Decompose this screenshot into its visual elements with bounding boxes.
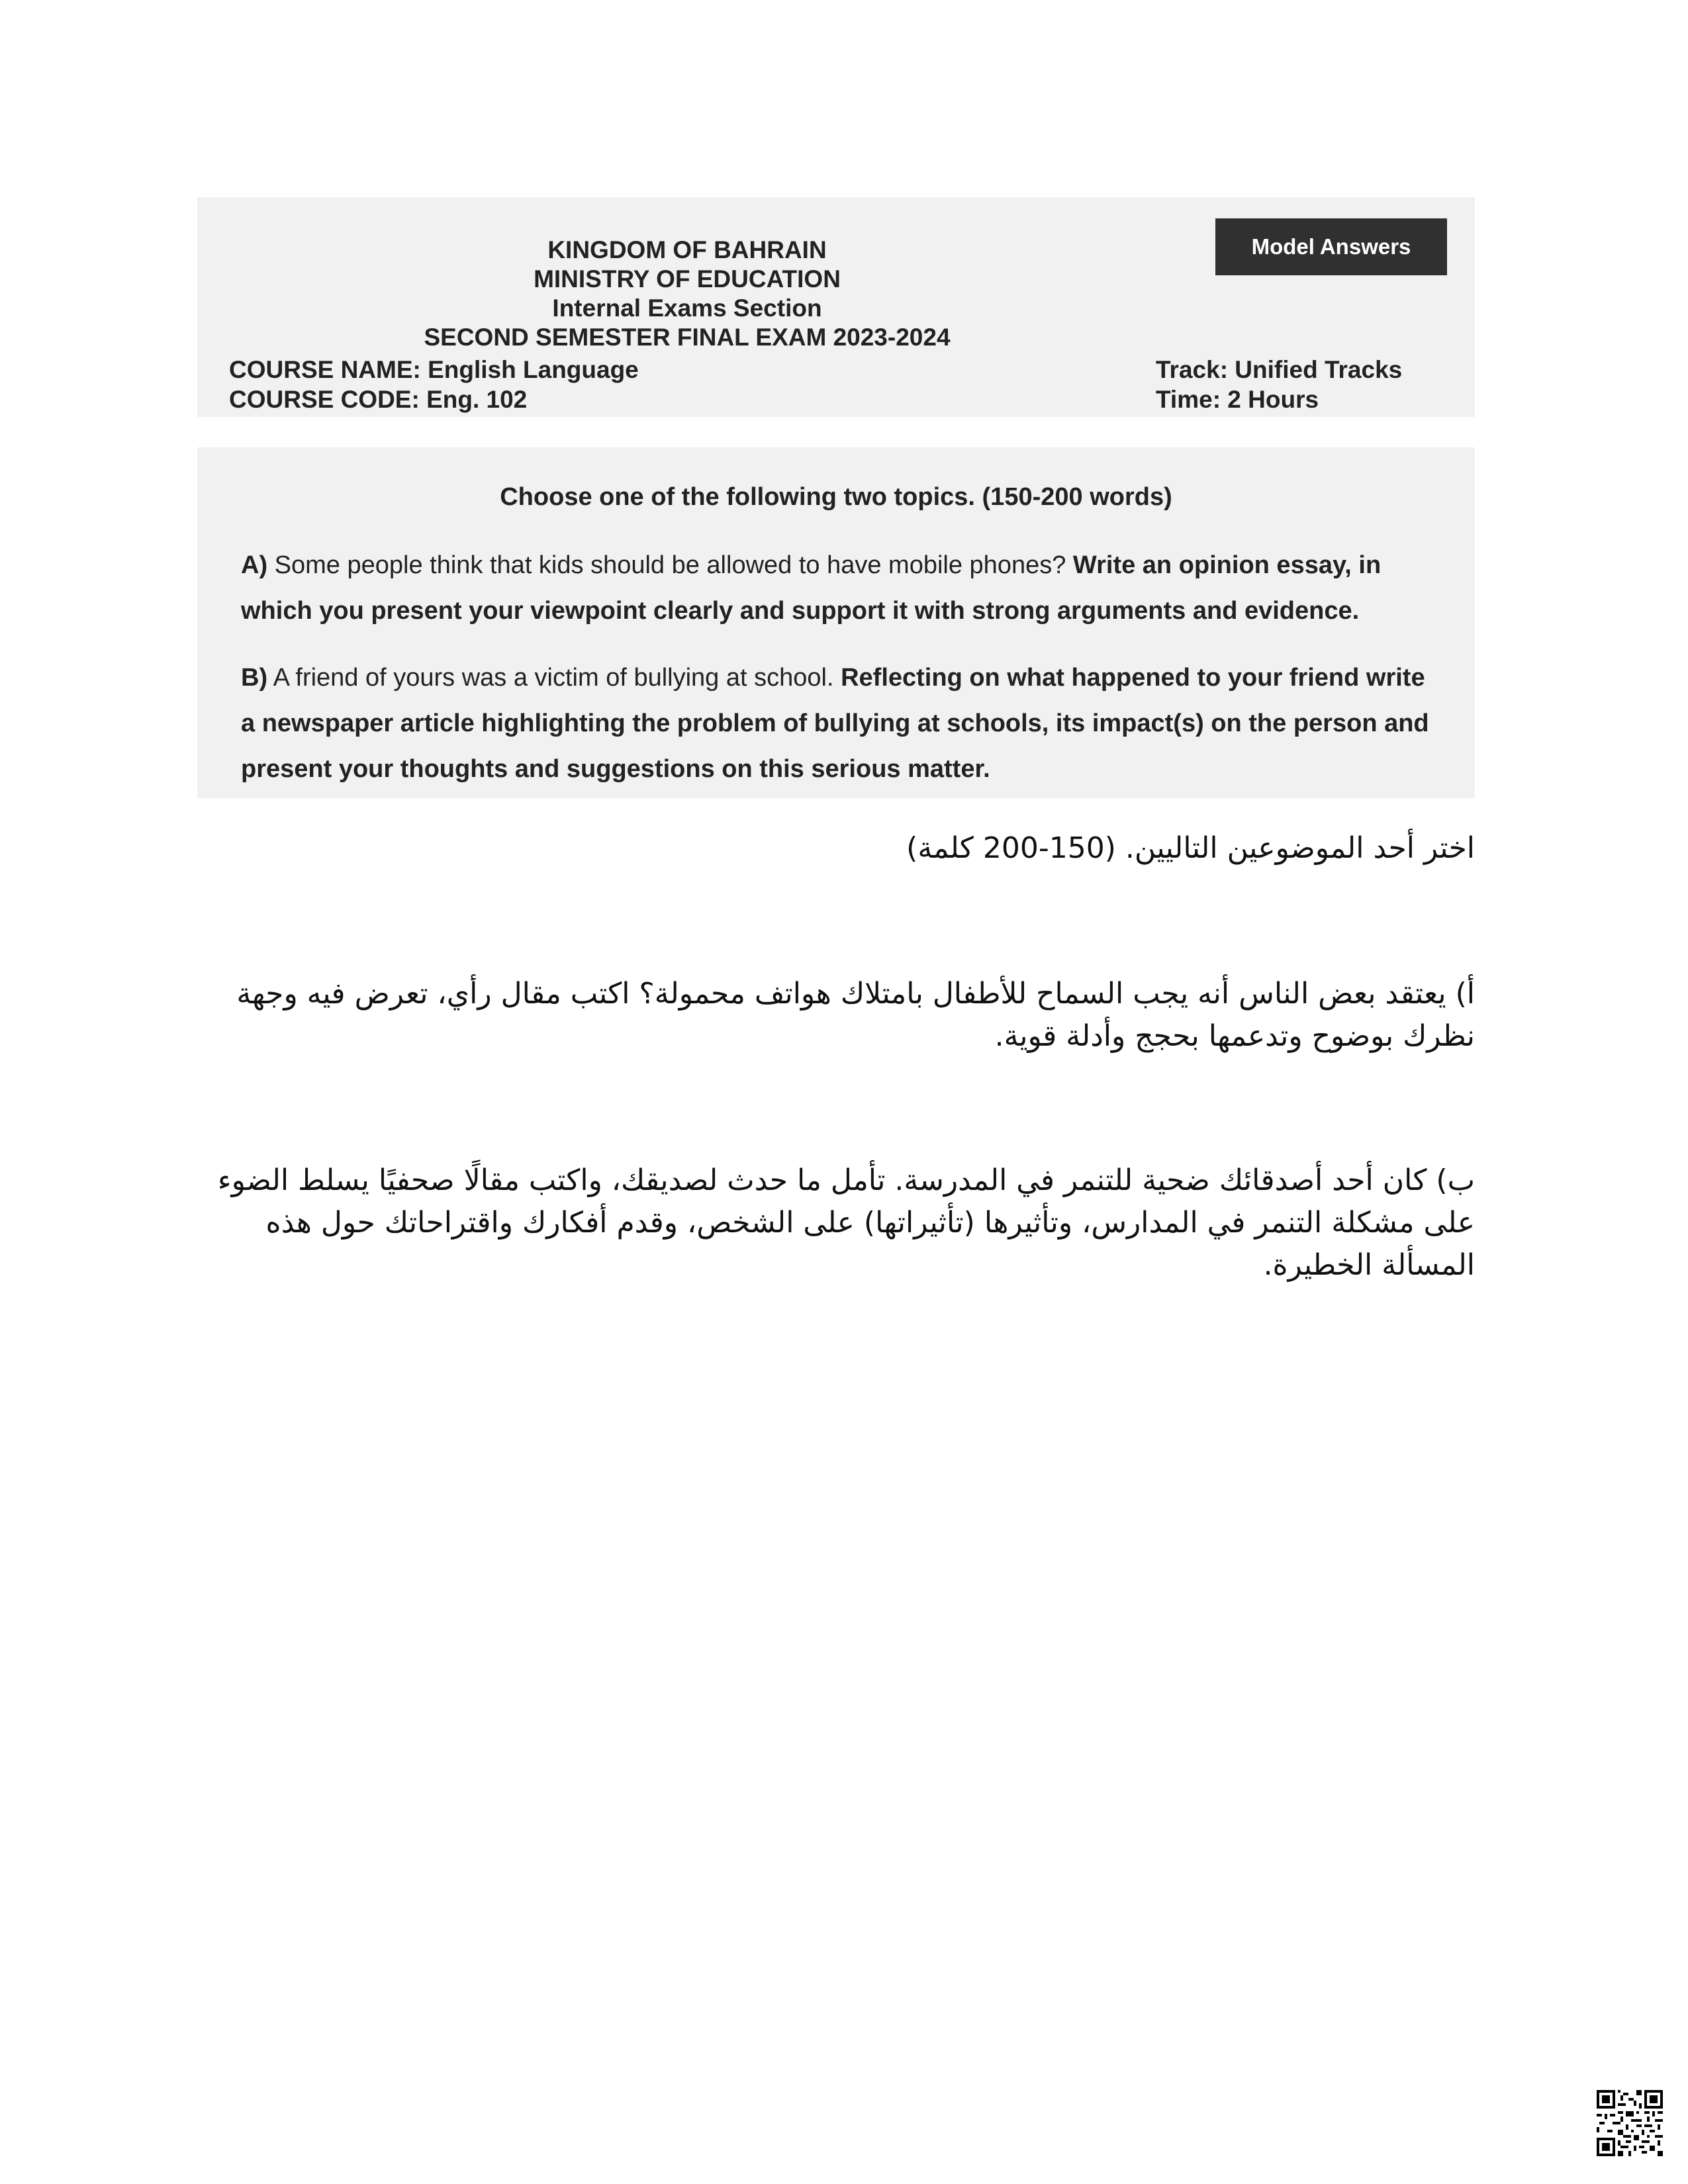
topic-b [241, 655, 1439, 792]
topics-section [197, 447, 1475, 798]
topic-b-task: Reflecting on what happened to your friend write a newspaper article highlighting the problem of bullying at schools, its impact(s) on the person and present your thoughts and suggestions on this serious matter. [241, 664, 1429, 783]
exam-header [197, 197, 1475, 417]
course-name: COURSE NAME: English Language [229, 356, 639, 383]
model-answers-badge: Model Answers [1215, 218, 1447, 275]
topics-instruction: Choose one of the following two topics. (150-200 words) [500, 483, 1172, 511]
track-info [1156, 355, 1402, 414]
track: Track: Unified Tracks [1156, 356, 1403, 383]
exam-title: SECOND SEMESTER FINAL EXAM 2023-2024 [424, 324, 951, 351]
header-titles [197, 236, 1177, 352]
ministry-title: MINISTRY OF EDUCATION [534, 265, 841, 293]
topic-a-text: Some people think that kids should be allowed to have mobile phones? [274, 551, 1066, 579]
topic-a [241, 543, 1439, 634]
topic-b-label: B) [241, 664, 268, 692]
topic-b-text: A friend of yours was a victim of bullying at school. [273, 664, 834, 692]
arabic-topic-b: ب) كان أحد أصدقائك ضحية للتنمر في المدرسة. تأمل ما حدث لصديقك، واكتب مقالًا صحفيًا يسلط الضوء على مشكلة التنمر في المدارس، وتأثيرها (تأثيراتها) على الشخص، وقدم أفكارك واقتراحاتك حول هذه المسألة الخطيرة. [217, 1163, 1475, 1282]
arabic-instruction: اختر أحد الموضوعين التاليين. (150-200 كلمة) [906, 831, 1475, 865]
exam-time: Time: 2 Hours [1156, 386, 1319, 413]
course-info [229, 355, 639, 414]
arabic-topic-a: أ) يعتقد بعض الناس أنه يجب السماح للأطفال بامتلاك هواتف محمولة؟ اكتب مقال رأي، تعرض فيه وجهة نظرك بوضوح وتدعمها بحجج وأدلة قوية. [236, 977, 1475, 1053]
topic-a-label: A) [241, 551, 268, 579]
qr-code-icon [1597, 2090, 1663, 2156]
section-title: Internal Exams Section [552, 295, 822, 322]
course-code: COURSE CODE: Eng. 102 [229, 386, 528, 413]
kingdom-title: KINGDOM OF BAHRAIN [547, 236, 827, 263]
topic-a-task: Write an opinion essay, in which you present your viewpoint clearly and support it with strong arguments and evidence. [241, 551, 1382, 625]
